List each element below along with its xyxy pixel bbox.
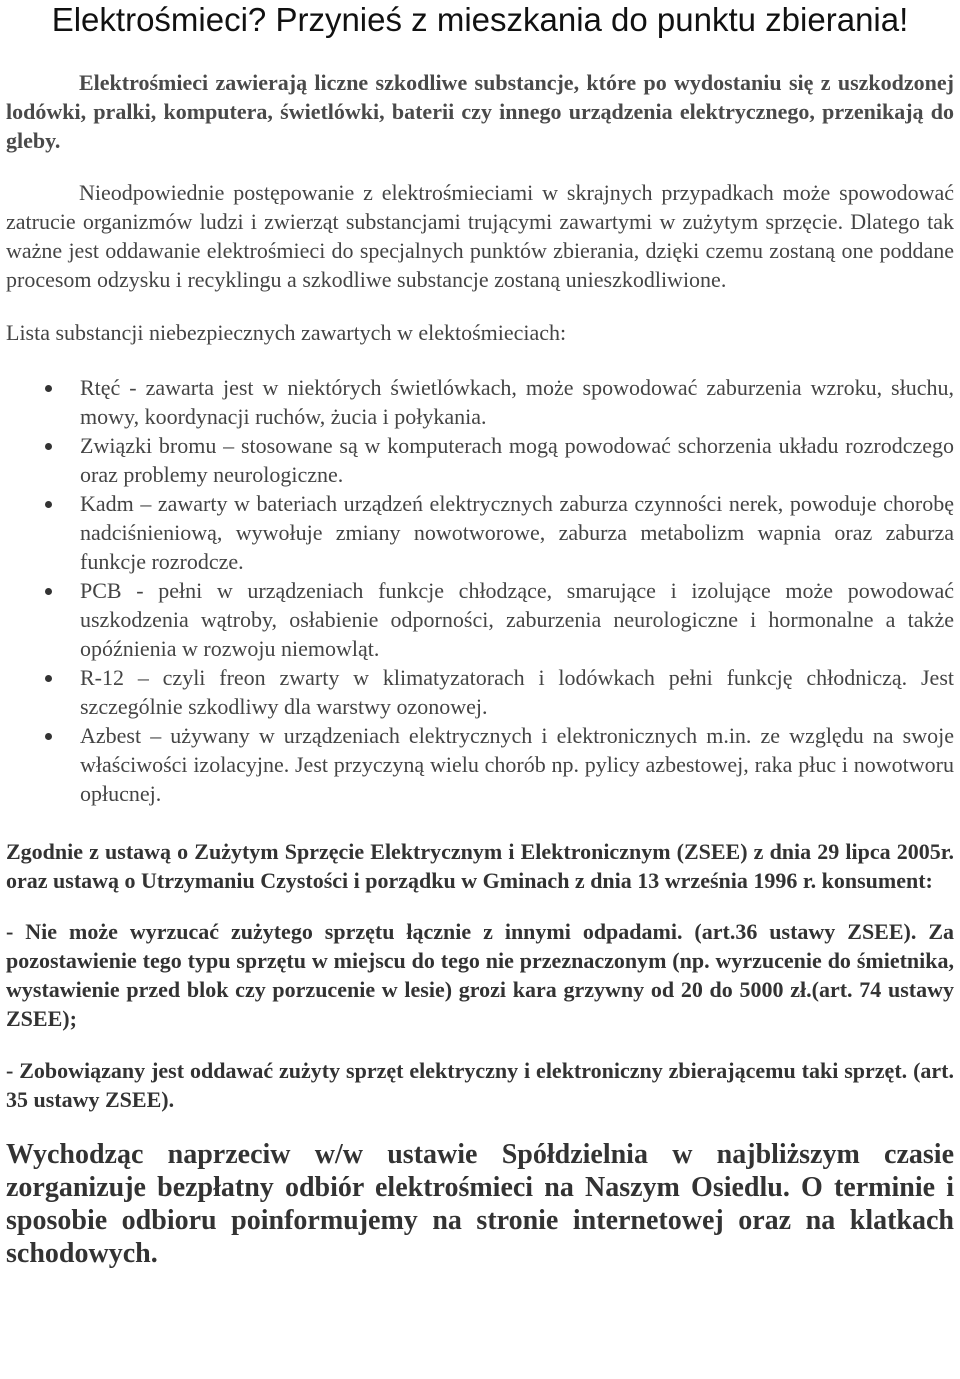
substances-list [6,373,954,808]
law-intro-paragraph: Zgodnie z ustawą o Zużytym Sprzęcie Elektrycznym i Elektronicznym (ZSEE) z dnia 29 lipca 2005r. oraz ustawą o Utrzymaniu Czystości i porządku w Gminach z dnia 13 września 1996 r. konsument: [6,839,954,893]
bullet-icon [45,501,52,508]
list-item [6,721,954,808]
list-item-text: Związki bromu – stosowane są w komputerach mogą powodować schorzenia układu rozrodczego oraz problemy neurologiczne. [80,433,954,487]
consequences-paragraph: Nieodpowiednie postępowanie z elektrośmieciami w skrajnych przypadkach może spowodować zatrucie organizmów ludzi i zwierząt substancjami trującymi zawartymi w zużytym sprzęcie. Dlatego tak ważne jest oddawanie elektrośmieci do specjalnych punktów zbierania, dzięki czemu zostaną one poddane procesom odzysku i recyklingu a szkodliwe substancje zostaną unieszkodliwione. [6,180,954,292]
list-item-text: R-12 – czyli freon zwarty w klimatyzatorach i lodówkach pełni funkcję chłodniczą. Jest szczególnie szkodliwy dla warstwy ozonowej. [80,665,954,719]
announcement-paragraph: Wychodząc naprzeciw w/w ustawie Spółdzielnia w najbliższym czasie zorganizuje bezpłatny odbiór elektrośmieci na Naszym Osiedlu. O terminie i sposobie odbioru poinformujemy na stronie internetowej oraz na klatkach schodowych. [6,1139,954,1269]
intro-paragraph: Elektrośmieci zawierają liczne szkodliwe substancje, które po wydostaniu się z uszkodzonej lodówki, pralki, komputera, świetlówki, baterii czy innego urządzenia elektrycznego, przenikają do gleby. [6,70,954,153]
document-title: Elektrośmieci? Przynieś z mieszkania do punktu zbierania! [51,1,909,38]
list-item-text: Kadm – zawarty w bateriach urządzeń elektrycznych zaburza czynności nerek, powoduje chorobę nadciśnieniową, wywołuje zmiany nowotworowe, zaburza metabolizm wapnia oraz zaburza funkcje rozrodcze. [80,491,954,574]
list-item-text: Azbest – używany w urządzeniach elektrycznych i elektronicznych m.in. ze względu na swoje właściwości izolacyjne. Jest przyczyną wielu chorób np. pylicy azbestowej, raka płuc i nowotworu opłucnej. [80,723,954,806]
list-item [6,373,954,431]
list-item-text: Rtęć - zawarta jest w niektórych świetlówkach, może spowodować zaburzenia wzroku, słuchu, mowy, koordynacji ruchów, żucia i połykania. [80,375,954,429]
list-item [6,663,954,721]
list-item [6,576,954,663]
substances-list-heading: Lista substancji niebezpiecznych zawartych w elektośmieciach: [6,320,567,345]
bullet-icon [45,675,52,682]
list-item [6,431,954,489]
bullet-icon [45,443,52,450]
bullet-icon [45,588,52,595]
bullet-icon [45,733,52,740]
rule-paragraph-2: - Zobowiązany jest oddawać zużyty sprzęt elektryczny i elektroniczny zbierającemu taki sprzęt. (art. 35 ustawy ZSEE). [6,1058,954,1112]
list-item-text: PCB - pełni w urządzeniach funkcje chłodzące, smarujące i izolujące może powodować uszkodzenia wątroby, osłabienie odporności, zaburzenia neurologiczne i hormonalne a także opóźnienia w rozwoju niemowląt. [80,578,954,661]
rule-paragraph-1: - Nie może wyrzucać zużytego sprzętu łącznie z innymi odpadami. (art.36 ustawy ZSEE). Za pozostawienie tego typu sprzętu w miejscu do tego nie przeznaczonym (np. wyrzucenie do śmietnika, wystawienie przed blok czy porzucenie w lesie) grozi kara grzywny od 20 do 5000 zł.(art. 74 ustawy ZSEE); [6,919,954,1031]
list-item [6,489,954,576]
bullet-icon [45,385,52,392]
